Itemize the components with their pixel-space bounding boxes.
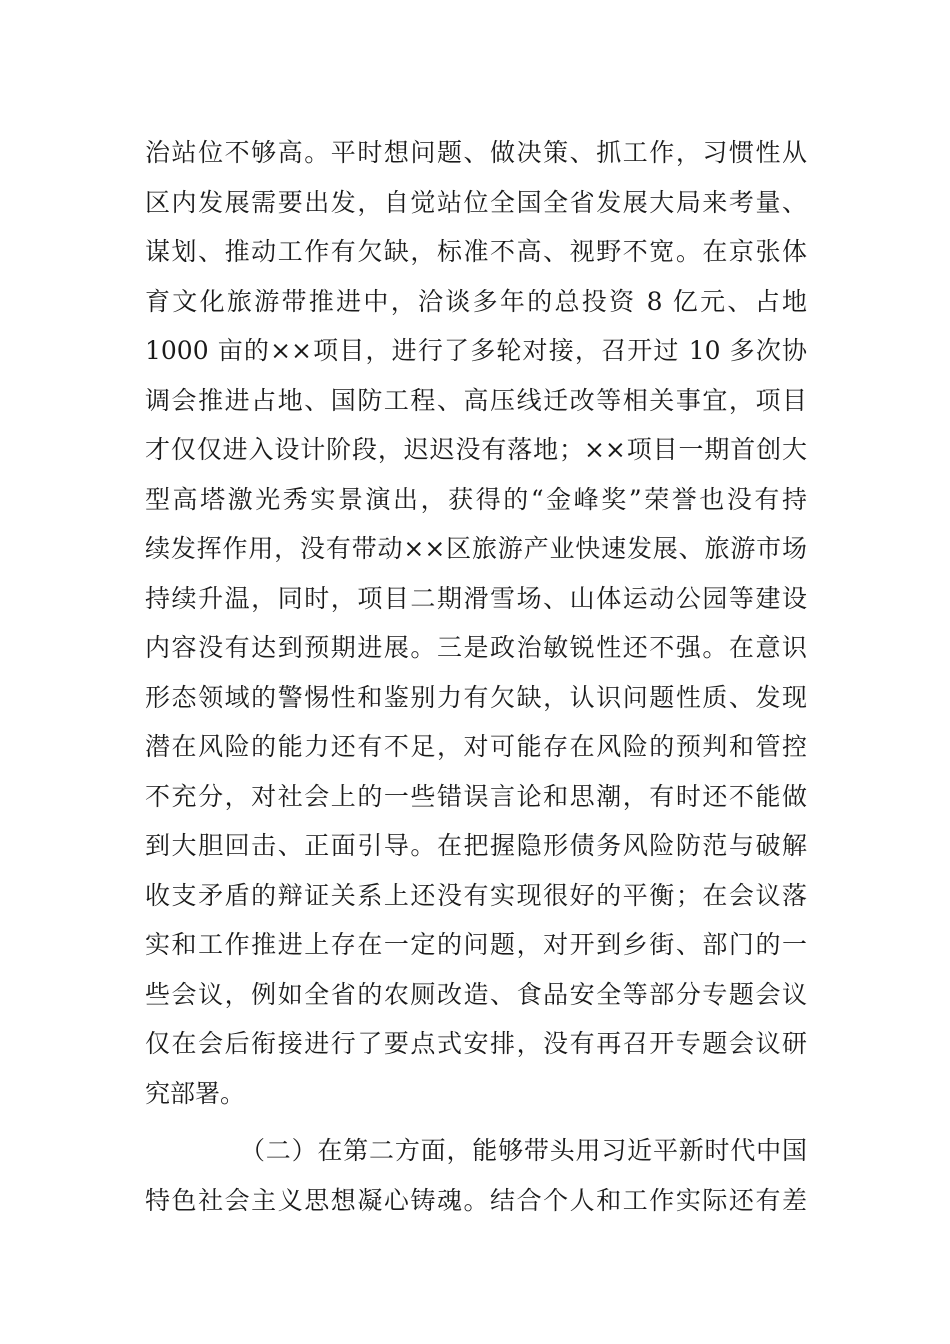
text-line: 到大胆回击、正面引导。在把握隐形债务风险防范与破解 — [145, 831, 807, 860]
text-line: 特色社会主义思想凝心铸魂。结合个人和工作实际还有差 — [145, 1185, 807, 1215]
text-line: 型高塔激光秀实景演出，获得的“金峰奖”荣誉也没有持 — [145, 484, 807, 514]
text-line: 持续升温，同时，项目二期滑雪场、山体运动公园等建设 — [145, 583, 807, 613]
text-line: 育文化旅游带推进中，洽谈多年的总投资 8 亿元、占地 — [145, 286, 807, 316]
paragraph-gap — [145, 1118, 807, 1126]
text-line: 实和工作推进上存在一定的问题，对开到乡街、部门的一 — [145, 930, 807, 959]
text-line: 区内发展需要出发，自觉站位全国全省发展大局来考量、 — [145, 187, 807, 217]
text-line: 内容没有达到预期进展。三是政治敏锐性还不强。在意识 — [145, 633, 807, 662]
text-line: 究部署。 — [145, 1078, 246, 1108]
text-line: 收支矛盾的辩证关系上还没有实现很好的平衡；在会议落 — [145, 880, 807, 910]
text-line: 潜在风险的能力还有不足，对可能存在风险的预判和管控 — [145, 732, 807, 761]
section-heading-line: （二）在第二方面，能够带头用习近平新时代中国 — [240, 1136, 807, 1165]
text-line: 续发挥作用，没有带动××区旅游产业快速发展、旅游市场 — [145, 534, 807, 563]
text-line: 调会推进占地、国防工程、高压线迁改等相关事宜，项目 — [145, 385, 807, 415]
text-line: 仅在会后衔接进行了要点式安排，没有再召开专题会议研 — [145, 1029, 807, 1058]
text-line: 些会议，例如全省的农厕改造、食品安全等部分专题会议 — [145, 979, 807, 1009]
text-line: 形态领域的警惕性和鉴别力有欠缺，认识问题性质、发现 — [145, 682, 807, 712]
text-line: 治站位不够高。平时想问题、做决策、抓工作，习惯性从 — [145, 138, 807, 167]
text-line: 不充分，对社会上的一些错误言论和思潮，有时还不能做 — [145, 781, 807, 811]
text-line: 谋划、推动工作有欠缺，标准不高、视野不宽。在京张体 — [145, 237, 807, 266]
body-text — [145, 128, 807, 1225]
text-line: 才仅仅进入设计阶段，迟迟没有落地；××项目一期首创大 — [145, 435, 807, 464]
text-line: 1000 亩的××项目，进行了多轮对接，召开过 10 多次协 — [145, 336, 807, 365]
